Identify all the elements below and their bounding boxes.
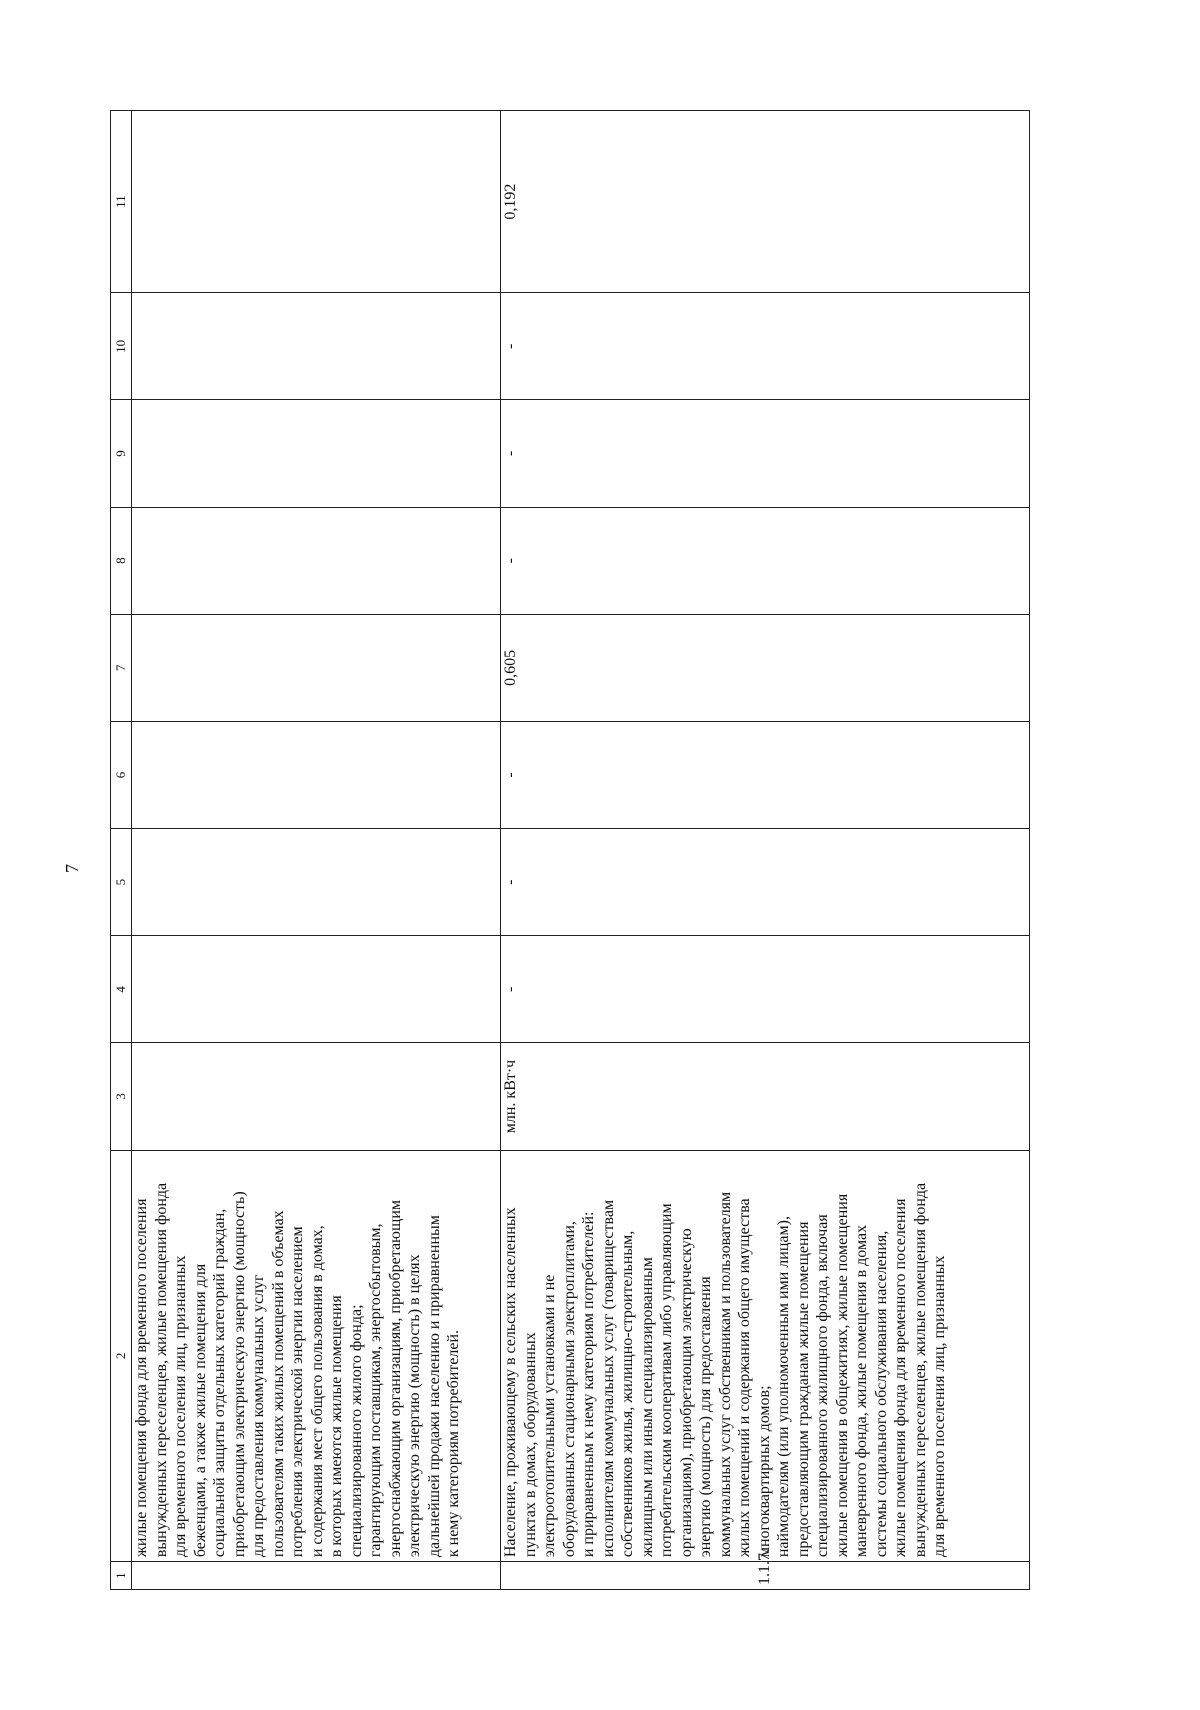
value-cell-8 bbox=[132, 507, 501, 614]
column-header: 2 bbox=[111, 1150, 132, 1562]
value-cell-5: - bbox=[501, 829, 1030, 936]
value-cell-4 bbox=[132, 936, 501, 1043]
value-cell-7: 0,605 bbox=[501, 614, 1030, 721]
value-cell-11 bbox=[132, 111, 501, 293]
data-table bbox=[110, 110, 1030, 1590]
unit-cell bbox=[132, 1043, 501, 1150]
value-cell-6: - bbox=[501, 721, 1030, 828]
value-cell-6 bbox=[132, 721, 501, 828]
value-cell-10: - bbox=[501, 293, 1030, 400]
column-header: 3 bbox=[111, 1043, 132, 1150]
table-header-row bbox=[111, 111, 132, 1590]
row-number bbox=[132, 1562, 501, 1590]
column-header: 8 bbox=[111, 507, 132, 614]
row-description: Население, проживающему в сельских населенных пунктах в домах, оборудованных электроотопительными установками и не оборудованных стационарными электроплитами, и приравненным к нему категориям потребителей: исполнителям коммунальных услуг (товариществам собственников жилья, жилищно-строительным, жилищным или иным специализированным потребительским кооперативам либо управляющим организациям), приобретающим электрическую энергию (мощность) для предоставления коммунальных услуг собственникам и пользователям жилых помещений и содержания общего имущества многоквартирных домов; наймодателям (или уполномоченным ими лицам), предоставляющим гражданам жилые помещения специализированного жилищного фонда, включая жилые помещения в общежитиях, жилые помещения маневренного фонда, жилые помещения в домах системы социального обслуживания населения, жилые помещения фонда для временного поселения вынужденных переселенцев, жилые помещения фонда для временного поселения лиц, признанных bbox=[501, 1150, 1030, 1562]
page-number: 7 bbox=[62, 864, 82, 873]
value-cell-11: 0,192 bbox=[501, 111, 1030, 293]
column-header: 5 bbox=[111, 829, 132, 936]
column-header: 6 bbox=[111, 721, 132, 828]
value-cell-10 bbox=[132, 293, 501, 400]
row-description: жилые помещения фонда для временного поселения вынужденных переселенцев, жилые помещения фонда для временного поселения лиц, признанных беженцами, а также жилые помещения для социальной защиты отдельных категорий граждан, приобретающим электрическую энергию (мощность) для предоставления коммунальных услуг пользователям таких жилых помещений в объемах потребления электрической энергии населением и содержания мест общего пользования в домах, в которых имеются жилые помещения специализированного жилого фонда; гарантирующим поставщикам, энергосбытовым, энергоснабжающим организациям, приобретающим электрическую энергию (мощность) в целях дальнейшей продажи населению и приравненным к нему категориям потребителей. bbox=[132, 1150, 501, 1562]
table-row bbox=[132, 111, 501, 1590]
column-header: 10 bbox=[111, 293, 132, 400]
value-cell-7 bbox=[132, 614, 501, 721]
value-cell-8: - bbox=[501, 507, 1030, 614]
column-header: 11 bbox=[111, 111, 132, 293]
unit-cell: млн. кВт·ч bbox=[501, 1043, 1030, 1150]
rotated-table-sheet bbox=[110, 110, 1068, 1590]
value-cell-9 bbox=[132, 400, 501, 507]
row-number: 1.1.7. bbox=[501, 1562, 1030, 1590]
column-header: 9 bbox=[111, 400, 132, 507]
column-header: 7 bbox=[111, 614, 132, 721]
column-header: 4 bbox=[111, 936, 132, 1043]
value-cell-5 bbox=[132, 829, 501, 936]
column-header: 1 bbox=[111, 1562, 132, 1590]
value-cell-4: - bbox=[501, 936, 1030, 1043]
table-row bbox=[501, 111, 1030, 1590]
value-cell-9: - bbox=[501, 400, 1030, 507]
